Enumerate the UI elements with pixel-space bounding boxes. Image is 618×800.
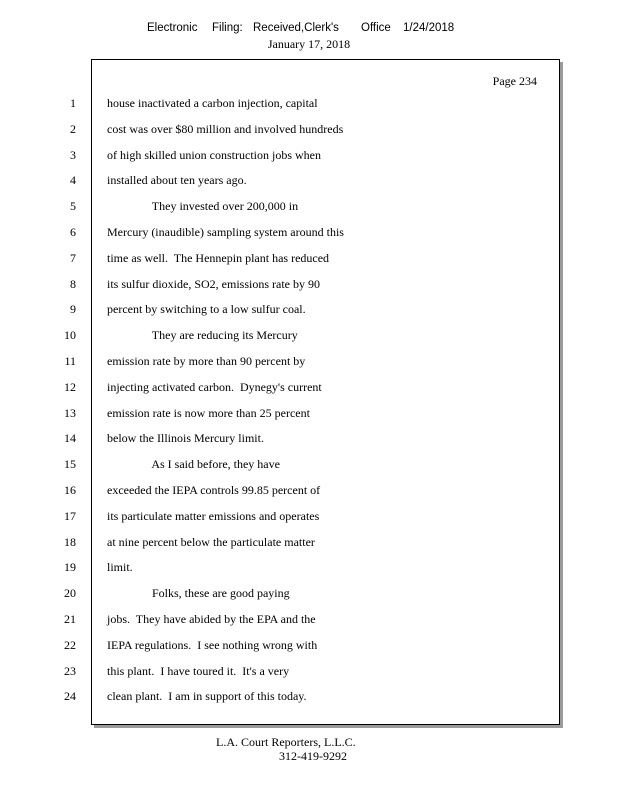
line-number: 4 bbox=[70, 173, 76, 188]
line-text: installed about ten years ago. bbox=[107, 173, 247, 188]
line-text: jobs. They have abided by the EPA and the bbox=[107, 612, 316, 626]
line-number: 6 bbox=[70, 225, 76, 239]
line-text: emission rate is now more than 25 percent bbox=[107, 405, 310, 420]
line-text: this plant. I have toured it. It's a very bbox=[107, 663, 290, 678]
line-number: 24 bbox=[64, 689, 76, 704]
line-text: exceeded the IEPA controls 99.85 percent of bbox=[107, 483, 321, 497]
court-reporter-phone: 312-419-9292 bbox=[279, 749, 347, 763]
line-number: 16 bbox=[64, 483, 76, 497]
stamp-word-received-clerks: Received,Clerk's bbox=[253, 22, 339, 34]
stamp-word-filing: Filing: bbox=[212, 22, 243, 34]
line-number: 17 bbox=[64, 508, 76, 523]
line-text: injecting activated carbon. Dynegy's current bbox=[107, 379, 322, 394]
line-number: 15 bbox=[64, 457, 76, 472]
line-text: its particulate matter emissions and operates bbox=[107, 508, 320, 523]
line-text: Mercury (inaudible) sampling system around this bbox=[107, 225, 344, 239]
line-text: IEPA regulations. I see nothing wrong with bbox=[107, 637, 318, 652]
transcript-page bbox=[64, 59, 560, 725]
line-number: 14 bbox=[64, 431, 76, 446]
line-text: its sulfur dioxide, SO2, emissions rate by 90 bbox=[107, 276, 320, 291]
stamp-word-electronic: Electronic bbox=[147, 22, 198, 34]
stamp-date: 1/24/2018 bbox=[403, 22, 455, 34]
line-number: 8 bbox=[70, 276, 76, 291]
line-number: 19 bbox=[64, 560, 76, 575]
line-text: emission rate by more than 90 percent by bbox=[107, 354, 306, 368]
line-number: 5 bbox=[70, 199, 76, 214]
line-number: 7 bbox=[70, 250, 76, 265]
line-number: 2 bbox=[70, 121, 76, 136]
line-number: 10 bbox=[64, 328, 76, 343]
line-number: 21 bbox=[64, 612, 76, 626]
line-number: 13 bbox=[64, 405, 76, 420]
hearing-date: January 17, 2018 bbox=[267, 37, 351, 51]
court-reporter-name: L.A. Court Reporters, L.L.C. bbox=[216, 735, 356, 749]
line-text: below the Illinois Mercury limit. bbox=[107, 431, 264, 446]
line-number: 3 bbox=[70, 147, 76, 162]
line-text: cost was over $80 million and involved hundreds bbox=[107, 121, 344, 136]
line-text: percent by switching to a low sulfur coal. bbox=[107, 302, 306, 317]
line-number: 22 bbox=[64, 637, 76, 652]
electronic-filing-stamp bbox=[0, 22, 618, 36]
line-text: As I said before, they have bbox=[107, 457, 280, 472]
line-text: clean plant. I am in support of this today. bbox=[107, 689, 307, 704]
stamp-word-office: Office bbox=[361, 22, 391, 34]
line-text: limit. bbox=[107, 560, 133, 575]
line-number: 18 bbox=[64, 534, 76, 549]
line-text: Folks, these are good paying bbox=[107, 586, 290, 601]
line-number: 23 bbox=[64, 663, 76, 678]
line-text: house inactivated a carbon injection, capital bbox=[107, 96, 318, 110]
line-text: time as well. The Hennepin plant has reduced bbox=[107, 250, 330, 265]
line-text: They invested over 200,000 in bbox=[107, 199, 299, 214]
page-number: Page 234 bbox=[492, 74, 537, 88]
line-number: 9 bbox=[70, 302, 76, 317]
line-text: They are reducing its Mercury bbox=[107, 328, 298, 343]
line-text: of high skilled union construction jobs when bbox=[107, 147, 321, 162]
line-number: 12 bbox=[64, 379, 76, 394]
line-number: 20 bbox=[64, 586, 76, 601]
line-number: 11 bbox=[64, 354, 76, 368]
line-number: 1 bbox=[70, 96, 76, 110]
line-text: at nine percent below the particulate matter bbox=[107, 534, 315, 549]
